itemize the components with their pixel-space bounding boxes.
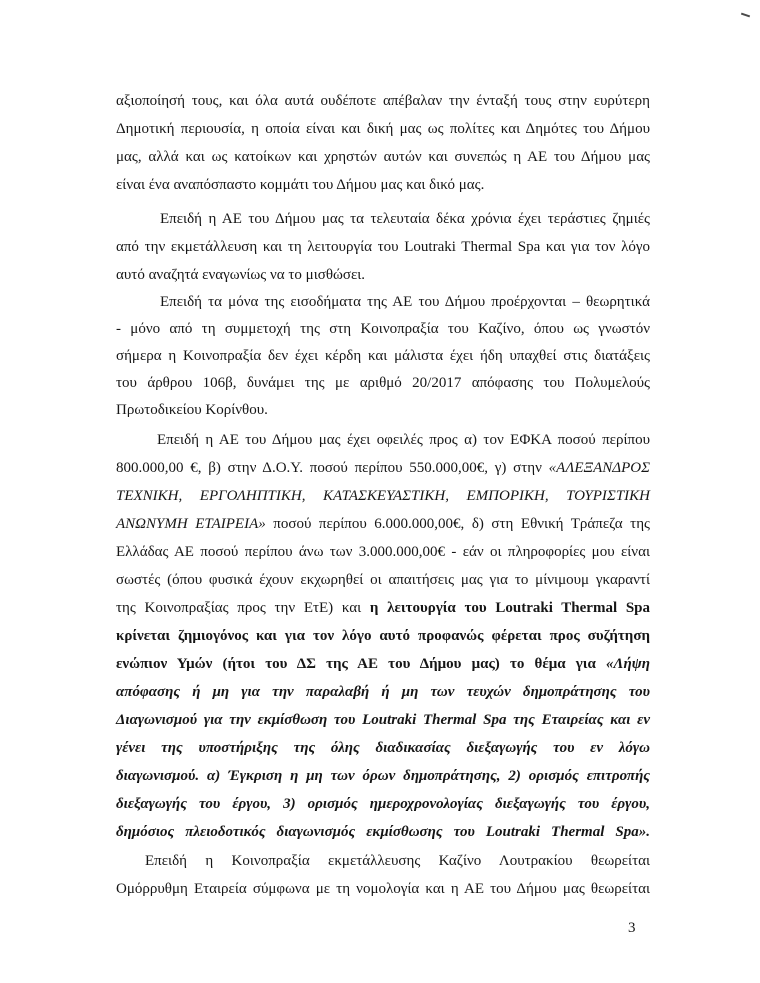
- text-line: [116, 594, 650, 622]
- paragraph: [116, 426, 650, 846]
- paragraph: [116, 289, 650, 424]
- text-line: μας, αλλά και ως κατοίκων και χρηστών αυτών και συνεπώς η ΑΕ του Δήμου μας: [116, 149, 650, 165]
- text-line: Ελλάδας ΑΕ ποσού περίπου άνω των 3.000.000,00€ - εάν οι πληροφορίες μου είναι: [116, 544, 650, 560]
- scan-mark: [741, 13, 750, 18]
- text-line: Επειδή η ΑΕ του Δήμου μας τα τελευταία δέκα χρόνια έχει τεράστιες ζημιές: [160, 211, 650, 227]
- text-segment: ποσού περίπου 6.000.000,00€, δ) στη Εθνική Τράπεζα της: [273, 516, 650, 532]
- bold-italic-text-line: απόφασης ή μη για την παραλαβή ή μη των τευχών δημοπράτησης του: [116, 684, 650, 700]
- page-number: 3: [628, 920, 636, 936]
- bold-italic-text-line: γένει της υποστήριξης της όλης διαδικασίας διεξαγωγής του εν λόγω: [116, 740, 650, 756]
- text-line: [116, 650, 650, 678]
- text-line: Επειδή τα μόνα της εισοδήματα της ΑΕ του Δήμου προέρχονται – θεωρητικά: [160, 294, 650, 310]
- text-line: Πρωτοδικείου Κορίνθου.: [116, 402, 268, 418]
- bold-italic-text-line: διαγωνισμού. α) Έγκριση η μη των όρων δημοπράτησης, 2) ορισμός επιτροπής: [116, 768, 650, 784]
- paragraph: [116, 205, 650, 289]
- text-line: σωστές (όπου φυσικά έχουν εκχωρηθεί οι απαιτήσεις μας για το μίνιμουμ γκαραντί: [116, 572, 650, 588]
- text-line: [116, 454, 650, 482]
- italic-text: ΑΝΩΝΥΜΗ ΕΤΑΙΡΕΙΑ»: [116, 516, 266, 532]
- text-line: από την εκμετάλλευση και τη λειτουργία του Loutraki Thermal Spa και για τον λόγο: [116, 239, 650, 255]
- bold-text: ενώπιον Υμών (ήτοι του ΔΣ της ΑΕ του Δήμου μας) το θέμα για: [116, 656, 596, 672]
- text-line: [116, 510, 650, 538]
- text-segment: της Κοινοπραξίας προς την ΕτΕ) και: [116, 600, 362, 616]
- bold-italic-text-line: διεξαγωγής του έργου, 3) ορισμός ημεροχρονολογίας διεξαγωγής του έργου,: [116, 796, 650, 812]
- bold-text: η λειτουργία του Loutraki Thermal Spa: [369, 600, 651, 616]
- bold-italic-text-line: δημόσιος πλειοδοτικός διαγωνισμός εκμίσθωσης του Loutraki Thermal Spa».: [116, 824, 650, 840]
- text-line: αυτό αναζητά εναγωνίως να το μισθώσει.: [116, 267, 366, 283]
- paragraph: [116, 847, 650, 903]
- bold-text-line: κρίνεται ζημιογόνος και για τον λόγο αυτό προφανώς φέρεται προς συζήτηση: [116, 628, 650, 644]
- text-line: Δημοτική περιουσία, η οποία είναι και δική μας ως πολίτες και Δημότες του Δήμου: [116, 121, 650, 137]
- italic-text-line: ΤΕΧΝΙΚΗ, ΕΡΓΟΛΗΠΤΙΚΗ, ΚΑΤΑΣΚΕΥΑΣΤΙΚΗ, ΕΜΠΟΡΙΚΗ, ΤΟΥΡΙΣΤΙΚΗ: [116, 488, 650, 504]
- paragraph: [116, 87, 650, 199]
- text-line: είναι ένα αναπόσπαστο κομμάτι του Δήμου μας και δικό μας.: [116, 177, 485, 193]
- text-line: Επειδή η Κοινοπραξία εκμετάλλευσης Καζίνο Λουτρακίου θεωρείται: [145, 853, 650, 869]
- text-line: σήμερα η Κοινοπραξία δεν έχει κέρδη και μάλιστα έχει ήδη υπαχθεί στις διατάξεις: [116, 348, 650, 364]
- text-line: - μόνο από τη συμμετοχή της στη Κοινοπραξία του Καζίνο, όπου ως γνωστόν: [116, 321, 650, 337]
- text-segment: 800.000,00 €, β) στην Δ.Ο.Υ. ποσού περίπου 550.000,00€, γ) στην: [116, 460, 542, 476]
- text-line: Επειδή η ΑΕ του Δήμου μας έχει οφειλές προς α) τον ΕΦΚΑ ποσού περίπου: [157, 432, 650, 448]
- text-line: Ομόρρυθμη Εταιρεία σύμφωνα με τη νομολογία και η ΑΕ του Δήμου μας θεωρείται: [116, 881, 650, 897]
- text-line: του άρθρου 106β, δυνάμει της με αριθμό 20/2017 απόφασης του Πολυμελούς: [116, 375, 650, 391]
- italic-text: «ΑΛΕΞΑΝΔΡΟΣ: [548, 460, 651, 476]
- bold-italic-text-line: Διαγωνισμού για την εκμίσθωση του Loutraki Thermal Spa της Εταιρείας και εν: [116, 712, 650, 728]
- text-line: αξιοποίησή τους, και όλα αυτά ουδέποτε απέβαλαν την ένταξή τους στην ευρύτερη: [116, 93, 650, 109]
- bold-italic-text: «Λήψη: [606, 656, 651, 672]
